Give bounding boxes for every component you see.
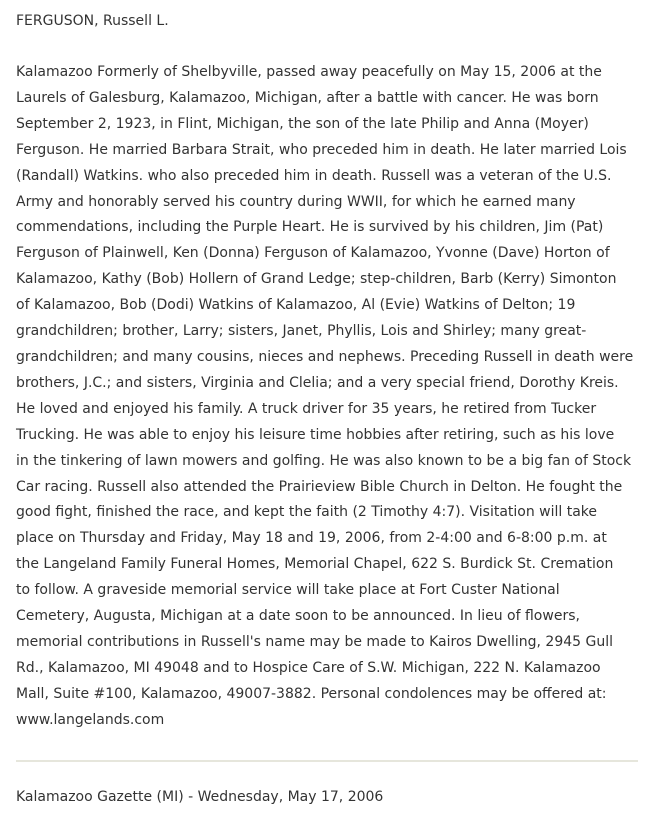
section-divider [16,760,638,762]
obituary-line: (Randall) Watkins. who also preceded him in death. Russell was a veteran of the U.S. [16,167,612,184]
obituary-line: He loved and enjoyed his family. A truck driver for 35 years, he retired from Tucker [16,400,597,417]
obituary-line: place on Thursday and Friday, May 18 and 19, 2006, from 2-4:00 and 6-8:00 p.m. at [16,530,607,547]
obituary-line: commendations, including the Purple Heart. He is survived by his children, Jim (Pat) [16,219,604,236]
obituary-line: Army and honorably served his country during WWII, for which he earned many [16,193,576,210]
obituary-line: Ferguson of Plainwell, Ken (Donna) Ferguson of Kalamazoo, Yvonne (Dave) Horton of [16,245,610,262]
obituary-body [16,60,640,734]
obituary-line: Mall, Suite #100, Kalamazoo, 49007-3882. Personal condolences may be offered at: [16,685,607,702]
obituary-line: grandchildren; brother, Larry; sisters, Janet, Phyllis, Lois and Shirley; many great- [16,323,587,340]
obituary-line: Ferguson. He married Barbara Strait, who preceded him in death. He later married Lois [16,141,627,158]
obituary-line: Laurels of Galesburg, Kalamazoo, Michigan, after a battle with cancer. He was born [16,89,599,106]
obituary-line: the Langeland Family Funeral Homes, Memorial Chapel, 622 S. Burdick St. Cremation [16,556,614,573]
obituary-line: brothers, J.C.; and sisters, Virginia and Clelia; and a very special friend, Dorothy Kreis. [16,374,619,391]
obituary-line: memorial contributions in Russell's name may be made to Kairos Dwelling, 2945 Gull [16,633,614,650]
obituary-line: grandchildren; and many cousins, nieces and nephews. Preceding Russell in death were [16,348,634,365]
obituary-line: Kalamazoo Formerly of Shelbyville, passed away peacefully on May 15, 2006 at the [16,64,602,80]
obituary-line: Kalamazoo, Kathy (Bob) Hollern of Grand Ledge; step-children, Barb (Kerry) Simonton [16,271,617,288]
obituary-line: in the tinkering of lawn mowers and golfing. He was also known to be a big fan of Stock [16,452,632,469]
obituary-line: www.langelands.com [16,711,165,728]
obituary-line: to follow. A graveside memorial service will take place at Fort Custer National [16,582,560,599]
publication-source: Kalamazoo Gazette (MI) - Wednesday, May 17, 2006 [16,789,384,805]
obituary-line: Car racing. Russell also attended the Prairieview Bible Church in Delton. He fought the [16,478,623,495]
obituary-line: September 2, 1923, in Flint, Michigan, the son of the late Philip and Anna (Moyer) [16,115,589,132]
obituary-line: Cemetery, Augusta, Michigan at a date soon to be announced. In lieu of flowers, [16,608,580,625]
obituary-line: of Kalamazoo, Bob (Dodi) Watkins of Kalamazoo, Al (Evie) Watkins of Delton; 19 [16,297,576,314]
obituary-line: good fight, finished the race, and kept the faith (2 Timothy 4:7). Visitation will take [16,504,598,521]
obituary-line: Rd., Kalamazoo, MI 49048 and to Hospice Care of S.W. Michigan, 222 N. Kalamazoo [16,659,601,676]
obituary-line: Trucking. He was able to enjoy his leisure time hobbies after retiring, such as his love [16,426,615,443]
obituary-name-heading: FERGUSON, Russell L. [16,13,169,29]
